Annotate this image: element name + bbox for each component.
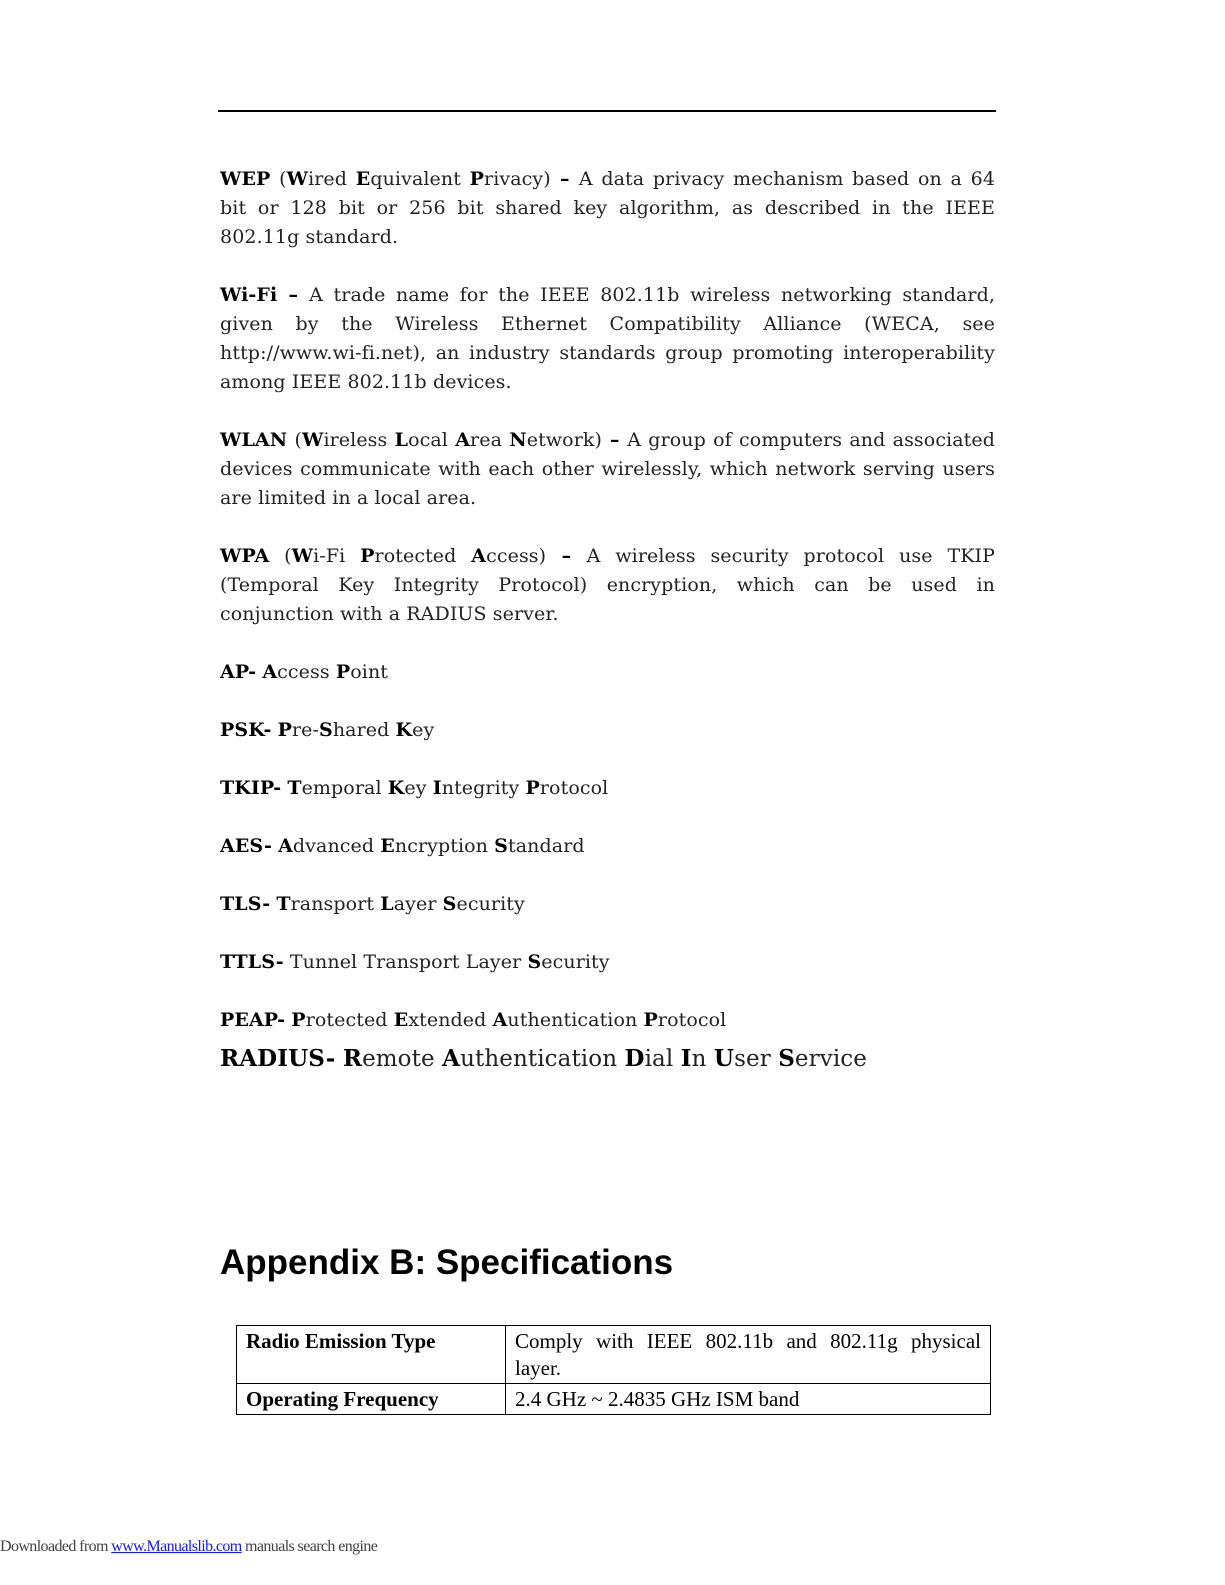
initial-letter: L	[380, 893, 394, 915]
footer	[0, 1538, 377, 1556]
expansion-text: tandard	[508, 835, 585, 857]
initial-letter: A	[455, 429, 471, 451]
initial-letter: T	[276, 893, 291, 915]
abbreviation-term: TTLS-	[220, 951, 284, 973]
glossary-term: Wi-Fi	[220, 284, 278, 306]
spec-value: Comply with IEEE 802.11b and 802.11g physical layer.	[506, 1326, 991, 1384]
expansion-text: etwork	[526, 429, 595, 451]
abbreviation-aes	[220, 832, 995, 861]
initial-letter: D	[624, 1045, 645, 1072]
expansion-text: re-	[291, 719, 320, 741]
initial-letter: E	[393, 1009, 409, 1031]
initial-letter: S	[778, 1045, 795, 1072]
expansion-text: ocal	[408, 429, 456, 451]
expansion-text: rea	[470, 429, 510, 451]
expansion-text: ervice	[794, 1046, 867, 1072]
expansion-text: hared	[332, 719, 396, 741]
initial-letter: S	[494, 835, 508, 857]
initial-letter: R	[342, 1045, 363, 1072]
expansion-text: ccess	[486, 545, 539, 567]
expansion-text: oint	[350, 661, 389, 683]
table-row	[237, 1384, 991, 1415]
expansion-text: rotocol	[657, 1009, 727, 1031]
abbreviation-peap	[220, 1006, 995, 1035]
definition-dash: –	[277, 284, 310, 306]
expansion-text: i-Fi	[313, 545, 361, 567]
initial-letter: P	[643, 1009, 658, 1031]
expansion-text: ayer	[393, 893, 443, 915]
initial-letter: E	[380, 835, 395, 857]
footer-suffix: manuals search engine	[241, 1538, 378, 1555]
initial-letter: P	[360, 545, 375, 567]
glossary-definition: A trade name for the IEEE 802.11b wireless networking standard, given by the Wireless Ethernet Compatibility Alliance (WECA, see http://www.wi-fi.net), an industry standards group promoting interoperability among IEEE 802.11b devices.	[220, 284, 996, 393]
initial-letter: K	[395, 719, 413, 741]
expansion-text: uthentication	[460, 1046, 625, 1072]
initial-letter: S	[527, 951, 542, 973]
glossary-entry-wifi	[220, 281, 995, 397]
initial-letter: A	[442, 1045, 461, 1072]
abbreviation-tls	[220, 890, 995, 919]
glossary-term: WLAN	[220, 429, 288, 451]
spec-key: Operating Frequency	[237, 1384, 506, 1415]
expansion-text: ccess	[277, 661, 336, 683]
initial-letter: A	[492, 1009, 508, 1031]
initial-letter: I	[432, 777, 442, 799]
initial-letter: A	[262, 661, 278, 683]
initial-letter: P	[277, 719, 292, 741]
expansion-text: ecurity	[541, 951, 610, 973]
expansion-text: n	[691, 1046, 714, 1072]
initial-letter: T	[287, 777, 302, 799]
expansion-text: rotected	[305, 1009, 394, 1031]
abbreviation-radius	[220, 1044, 995, 1074]
abbreviation-ap	[220, 658, 995, 687]
table-row	[237, 1326, 991, 1384]
abbreviation-term: PSK-	[220, 719, 272, 741]
definition-dash: –	[602, 429, 628, 451]
expansion-text: ser	[734, 1046, 779, 1072]
manualslib-link[interactable]: www.Manualslib.com	[111, 1538, 242, 1555]
expansion-text: ey	[404, 777, 433, 799]
expansion-text: rotected	[374, 545, 472, 567]
glossary-entry-wpa: WPA (Wi-Fi Protected Access) – A wireless security protocol use TKIP (Temporal Key Integrity Protocol) encryption, which can be used in conjunction with a RADIUS server.	[220, 545, 996, 625]
expansion-text: dvanced	[292, 835, 381, 857]
initial-letter: W	[291, 545, 314, 567]
abbreviation-term: RADIUS-	[220, 1045, 336, 1072]
definition-dash: –	[546, 545, 587, 567]
abbreviation-list	[220, 658, 995, 1074]
initial-letter: A	[278, 835, 293, 857]
abbreviation-psk	[220, 716, 995, 745]
initial-letter: I	[680, 1045, 692, 1072]
initial-letter: K	[387, 777, 405, 799]
abbreviation-term: AES-	[220, 835, 272, 857]
initial-letter: W	[286, 168, 309, 190]
glossary-entries	[220, 165, 995, 629]
expansion-text: ireless	[323, 429, 395, 451]
abbreviation-term: TLS-	[220, 893, 271, 915]
initial-letter: U	[713, 1045, 735, 1072]
spec-key: Radio Emission Type	[237, 1326, 506, 1384]
expansion-text: ey	[412, 719, 435, 741]
expansion-text: ecurity	[456, 893, 525, 915]
abbreviation-term: PEAP-	[220, 1009, 286, 1031]
expansion-text: Tunnel Transport Layer	[289, 951, 528, 973]
initial-letter: P	[525, 777, 540, 799]
spec-value: 2.4 GHz ~ 2.4835 GHz ISM band	[506, 1384, 991, 1415]
expansion-text: ransport	[290, 893, 381, 915]
expansion-text: ired	[308, 168, 356, 190]
initial-letter: A	[471, 545, 487, 567]
expansion-text: ncryption	[394, 835, 495, 857]
header-rule	[218, 110, 996, 112]
expansion-text: emporal	[301, 777, 388, 799]
initial-letter: P	[469, 168, 485, 190]
specifications-table	[236, 1325, 991, 1415]
glossary-definition: A wireless security protocol use TKIP (Temporal Key Integrity Protocol) encryption, which can be used in conjunction with a RADIUS server.	[220, 545, 996, 625]
expansion-text: rotocol	[539, 777, 609, 799]
glossary-definition: A group of computers and associated devices communicate with each other wirelessly, which network serving users are limited in a local area.	[220, 429, 996, 509]
abbreviation-tkip	[220, 774, 995, 803]
expansion-text: quivalent	[370, 168, 470, 190]
expansion-text: ial	[644, 1046, 681, 1072]
initial-letter: P	[335, 661, 351, 683]
footer-prefix: Downloaded from	[0, 1538, 112, 1555]
expansion-text: uthentication	[507, 1009, 644, 1031]
initial-letter: P	[291, 1009, 306, 1031]
glossary-term: WEP	[220, 168, 271, 190]
glossary	[220, 165, 995, 1103]
glossary-entry-wep: WEP (Wired Equivalent Privacy) – A data privacy mechanism based on a 64 bit or 128 bit or 256 bit shared key algorithm, as described in the IEEE 802.11g standard.	[220, 168, 996, 248]
initial-letter: L	[394, 429, 409, 451]
expansion-text: xtended	[408, 1009, 493, 1031]
abbreviation-term: TKIP-	[220, 777, 282, 799]
glossary-definition: A data privacy mechanism based on a 64 bit or 128 bit or 256 bit shared key algorithm, as described in the IEEE 802.11g standard.	[220, 168, 996, 248]
appendix-title: Appendix B: Specifications	[220, 1243, 674, 1282]
expansion-text: emote	[362, 1046, 443, 1072]
initial-letter: W	[301, 429, 324, 451]
expansion-text: rivacy	[484, 168, 544, 190]
abbreviation-term: AP-	[220, 661, 257, 683]
definition-dash: –	[550, 168, 579, 190]
expansion-text: ntegrity	[441, 777, 526, 799]
glossary-term: WPA	[220, 545, 270, 567]
initial-letter: S	[442, 893, 457, 915]
abbreviation-ttls	[220, 948, 995, 977]
initial-letter: S	[319, 719, 333, 741]
initial-letter: E	[355, 168, 371, 190]
initial-letter: N	[509, 429, 527, 451]
glossary-entry-wlan: WLAN (Wireless Local Area Network) – A group of computers and associated devices communicate with each other wirelessly, which network serving users are limited in a local area.	[220, 429, 996, 509]
